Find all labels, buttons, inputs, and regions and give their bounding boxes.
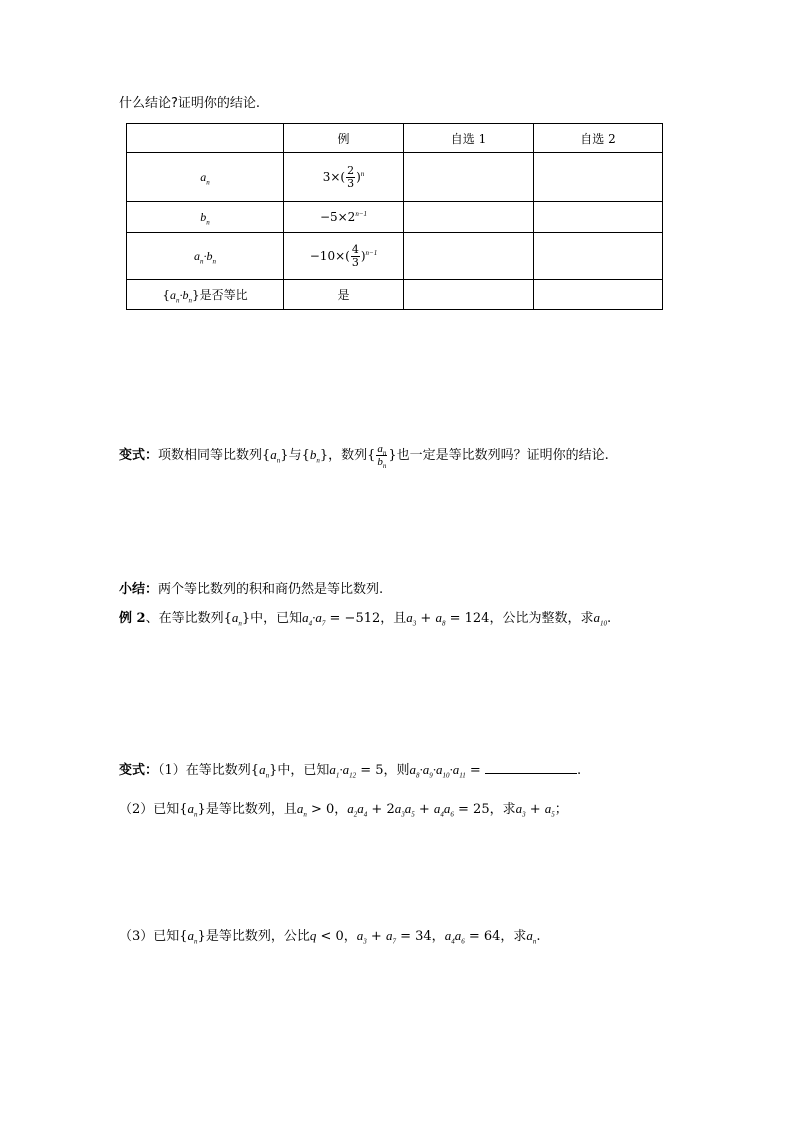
intro-line: 什么结论?证明你的结论. bbox=[119, 96, 261, 111]
table-row bbox=[127, 153, 663, 202]
table-header-row bbox=[127, 124, 663, 153]
row-choice2-is-geometric[interactable] bbox=[534, 280, 663, 310]
table-row bbox=[127, 233, 663, 280]
variant-2-part-1: 变式：（1）在等比数列$\{a_n\}$中，已知$a_1\cdot a_{12} = 5$，则$a_8\cdot a_9\cdot a_{10}\cdot a_{11}$ = . bbox=[119, 762, 582, 780]
comparison-table bbox=[126, 123, 663, 310]
variant-1-line: 变式：项数相同等比数列$\{a_n\}$与$\{b_n\}$，数列{ $\frac{a_n}{b_n}$ }也一定是等比数列吗？证明你的结论. bbox=[119, 443, 609, 471]
header-cell-example: 例 bbox=[284, 124, 404, 153]
row-choice2-anbn[interactable] bbox=[534, 233, 663, 280]
header-cell-choice-2: 自选 2 bbox=[534, 124, 663, 153]
row-choice1-bn[interactable] bbox=[404, 202, 534, 233]
summary-tag: 小结： bbox=[119, 582, 159, 597]
variant-2-part-3: （3）已知$\{a_n\}$是等比数列，公比q < 0，$a_3 + a_7 = 34$，$a_4a_6 = 64$，求$a_n$. bbox=[119, 928, 541, 946]
row-label-anbn: $a_n\cdot b_n$ bbox=[127, 233, 284, 280]
row-label-is-geometric: $\{a_n\cdot b_n\}$是否等比 bbox=[127, 280, 284, 310]
answer-blank[interactable] bbox=[485, 763, 577, 774]
row-choice2-bn[interactable] bbox=[534, 202, 663, 233]
row-choice2-an[interactable] bbox=[534, 153, 663, 202]
table-row bbox=[127, 280, 663, 310]
row-example-bn: $-5\times 2^{n-1}$ bbox=[284, 202, 404, 233]
row-label-an: $a_n$ bbox=[127, 153, 284, 202]
header-cell-choice-1: 自选 1 bbox=[404, 124, 534, 153]
row-choice1-an[interactable] bbox=[404, 153, 534, 202]
row-example-anbn: −10×( $\frac{4}{3}$ )$^{n-1}$ bbox=[284, 233, 404, 280]
table-row bbox=[127, 202, 663, 233]
row-label-bn: $b_n$ bbox=[127, 202, 284, 233]
variant-1-tag: 变式： bbox=[119, 448, 159, 463]
variant-2-part-2: （2）已知$\{a_n\}$是等比数列，且$a_n > 0$，$a_2a_4 + 2a_3a_5 + a_4a_6 = 25$，求$a_3 + a_5$； bbox=[119, 801, 568, 819]
example-2-tag: 例 2 bbox=[119, 611, 146, 626]
row-example-an: 3×( $\frac{2}{3}$ )$^n$ bbox=[284, 153, 404, 202]
row-choice1-is-geometric[interactable] bbox=[404, 280, 534, 310]
row-choice1-anbn[interactable] bbox=[404, 233, 534, 280]
example-2-line: 例 2、在等比数列$\{a_n\}$中，已知$a_4\cdot a_7 = -512$，且$a_3 + a_8 = 124$，公比为整数，求$a_{10}$. bbox=[119, 610, 612, 628]
row-example-is-geometric: 是 bbox=[284, 280, 404, 310]
header-cell-empty bbox=[127, 124, 284, 153]
summary-line: 小结：两个等比数列的积和商仍然是等比数列. bbox=[119, 582, 384, 597]
variant-2-tag: 变式： bbox=[119, 763, 159, 778]
